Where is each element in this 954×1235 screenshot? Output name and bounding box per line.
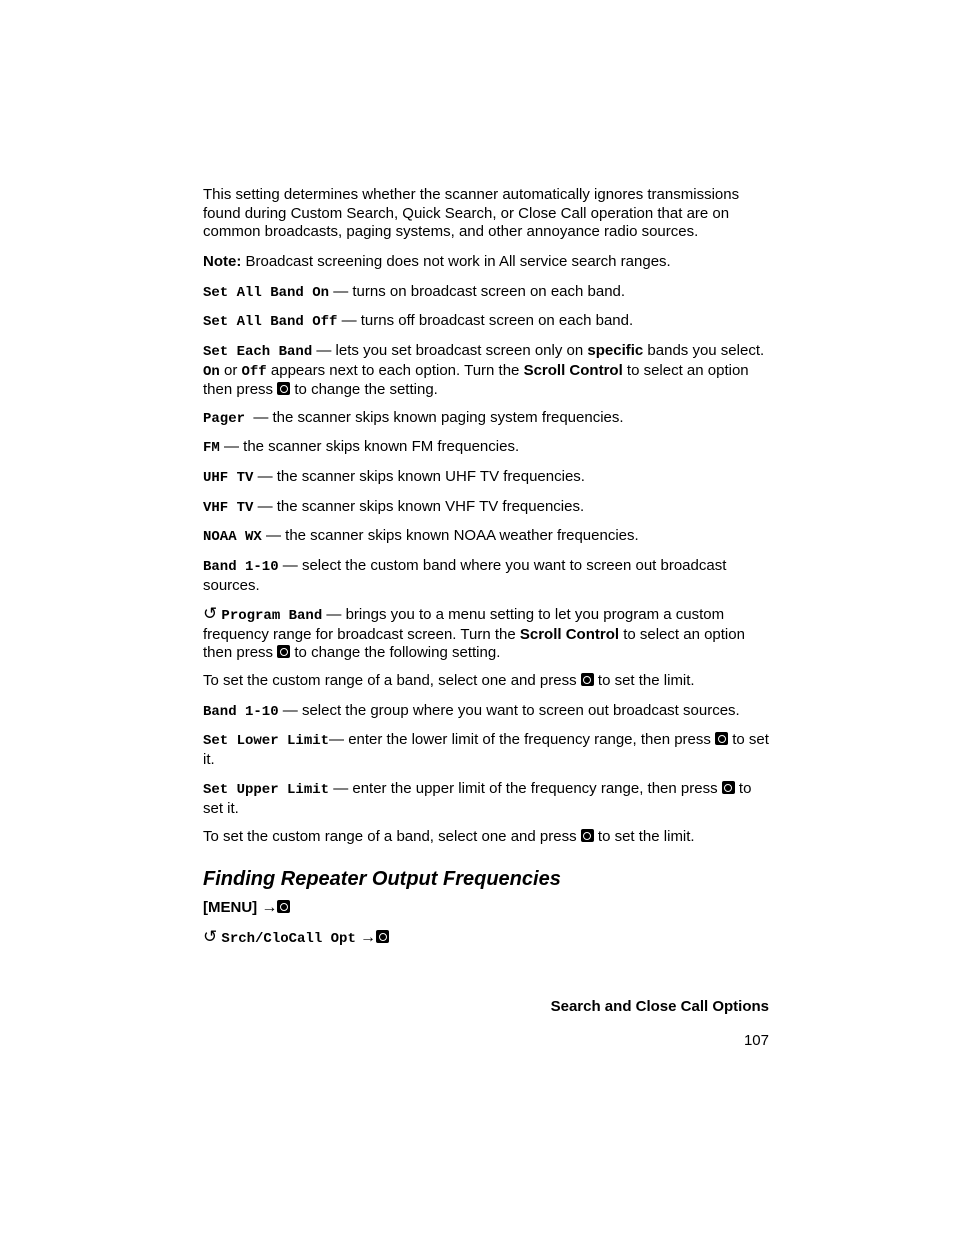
noaa-code: NOAA WX (203, 529, 262, 545)
program-bold-scroll: Scroll Control (519, 625, 620, 643)
band-item-2 (203, 702, 769, 722)
set-each-text-4: appears next to each option. Turn the (266, 361, 524, 379)
set-each-code: Set Each Band (203, 344, 313, 360)
noaa-text: — the scanner skips known NOAA weather frequencies. (261, 527, 639, 544)
set-each-text-5: to select an option then press (203, 361, 749, 398)
custom2-text-1: To set the custom range of a band, select one and press (203, 828, 581, 845)
program-text-2: to select an option then press (203, 625, 745, 661)
set-each-item (203, 342, 769, 400)
set-all-off-item (203, 312, 769, 332)
knob-push-icon (277, 382, 290, 395)
fm-item (203, 438, 769, 458)
program-band-item (203, 605, 769, 663)
fm-code: FM (203, 440, 220, 456)
note-label: Note: (203, 253, 242, 270)
set-each-text-1: — lets you set broadcast screen only on (312, 342, 588, 359)
lower-text-1: — enter the lower limit of the frequency range, then press (329, 731, 716, 748)
set-all-on-code: Set All Band On (203, 285, 330, 301)
custom1-text-2: to set the limit. (593, 672, 695, 689)
set-each-text-3: or (219, 361, 242, 379)
set-all-on-text: — turns on broadcast screen on each band. (329, 283, 626, 300)
set-each-bold-specific: specific (587, 342, 644, 359)
pager-text: — the scanner skips known paging system frequencies. (245, 409, 624, 426)
intro-paragraph: This setting determines whether the scanner automatically ignores transmissions found during Custom Search, Quick Search, or Close Call operation that are on common broadcasts, paging systems, and other annoyance radio sources. (203, 186, 740, 240)
off-code: Off (241, 363, 267, 380)
custom1-text-1: To set the custom range of a band, select one and press (203, 672, 581, 689)
on-code: On (203, 363, 220, 380)
vhf-item (203, 498, 769, 518)
lower-limit-item (203, 731, 769, 769)
upper-limit-code: Set Upper Limit (203, 782, 330, 798)
knob-push-icon (715, 732, 728, 745)
band-item-1 (203, 557, 769, 595)
custom-range-paragraph-2 (203, 828, 769, 847)
program-band-code: Program Band (221, 608, 323, 624)
knob-push-icon (277, 645, 290, 658)
vhf-code: VHF TV (203, 500, 254, 516)
program-text-3: to change the following setting. (290, 644, 501, 661)
srch-path (203, 928, 769, 949)
note-text: Broadcast screening does not work in All service search ranges. (241, 253, 671, 270)
knob-push-icon (722, 781, 735, 794)
noaa-item (203, 527, 769, 547)
section-heading: Finding Repeater Output Frequencies (203, 868, 561, 890)
srch-code: Srch/CloCall Opt (221, 931, 356, 947)
knob-push-icon (581, 829, 594, 842)
arrow-right-icon: → (261, 899, 278, 916)
footer-section-title: Search and Close Call Options (550, 998, 769, 1015)
uhf-code: UHF TV (203, 470, 254, 486)
menu-label: [MENU] (203, 899, 262, 916)
pager-code: Pager (203, 411, 246, 427)
uhf-item (203, 468, 769, 488)
vhf-text: — the scanner skips known VHF TV frequencies. (253, 498, 585, 515)
rotate-knob-icon: ↺ (203, 604, 218, 623)
band-text-1: — select the custom band where you want to screen out broadcast sources. (203, 557, 727, 594)
set-all-off-code: Set All Band Off (203, 314, 338, 330)
fm-text: — the scanner skips known FM frequencies. (219, 438, 520, 455)
set-all-on-item (203, 283, 769, 303)
knob-push-icon (581, 673, 594, 686)
band-code-2: Band 1-10 (203, 704, 279, 720)
upper-text-1: — enter the upper limit of the frequency range, then press (329, 780, 722, 797)
lower-text-2: to set it. (203, 731, 769, 768)
lower-limit-code: Set Lower Limit (203, 733, 330, 749)
uhf-text: — the scanner skips known UHF TV frequencies. (253, 468, 585, 485)
custom-range-paragraph-1 (203, 672, 769, 691)
program-text-1: — brings you to a menu setting to let you program a custom frequency range for broadcast screen. Turn the (203, 606, 725, 643)
knob-push-icon (376, 930, 389, 943)
pager-item (203, 409, 769, 429)
set-each-text-2: bands you select. (643, 342, 765, 359)
set-each-bold-scroll: Scroll Control (523, 361, 623, 379)
note-paragraph (203, 253, 769, 272)
page-number: 107 (743, 1032, 769, 1049)
upper-limit-item (203, 780, 769, 818)
knob-push-icon (277, 900, 290, 913)
custom2-text-2: to set the limit. (593, 828, 695, 845)
set-each-text-6: to change the setting. (290, 381, 438, 398)
band-code-1: Band 1-10 (203, 559, 279, 575)
menu-path (203, 899, 769, 918)
upper-text-2: to set it. (203, 780, 752, 817)
set-all-off-text: — turns off broadcast screen on each band. (337, 312, 634, 329)
rotate-knob-icon: ↺ (203, 927, 218, 946)
band-text-2: — select the group where you want to screen out broadcast sources. (278, 702, 740, 719)
arrow-right-icon: → (360, 929, 377, 946)
